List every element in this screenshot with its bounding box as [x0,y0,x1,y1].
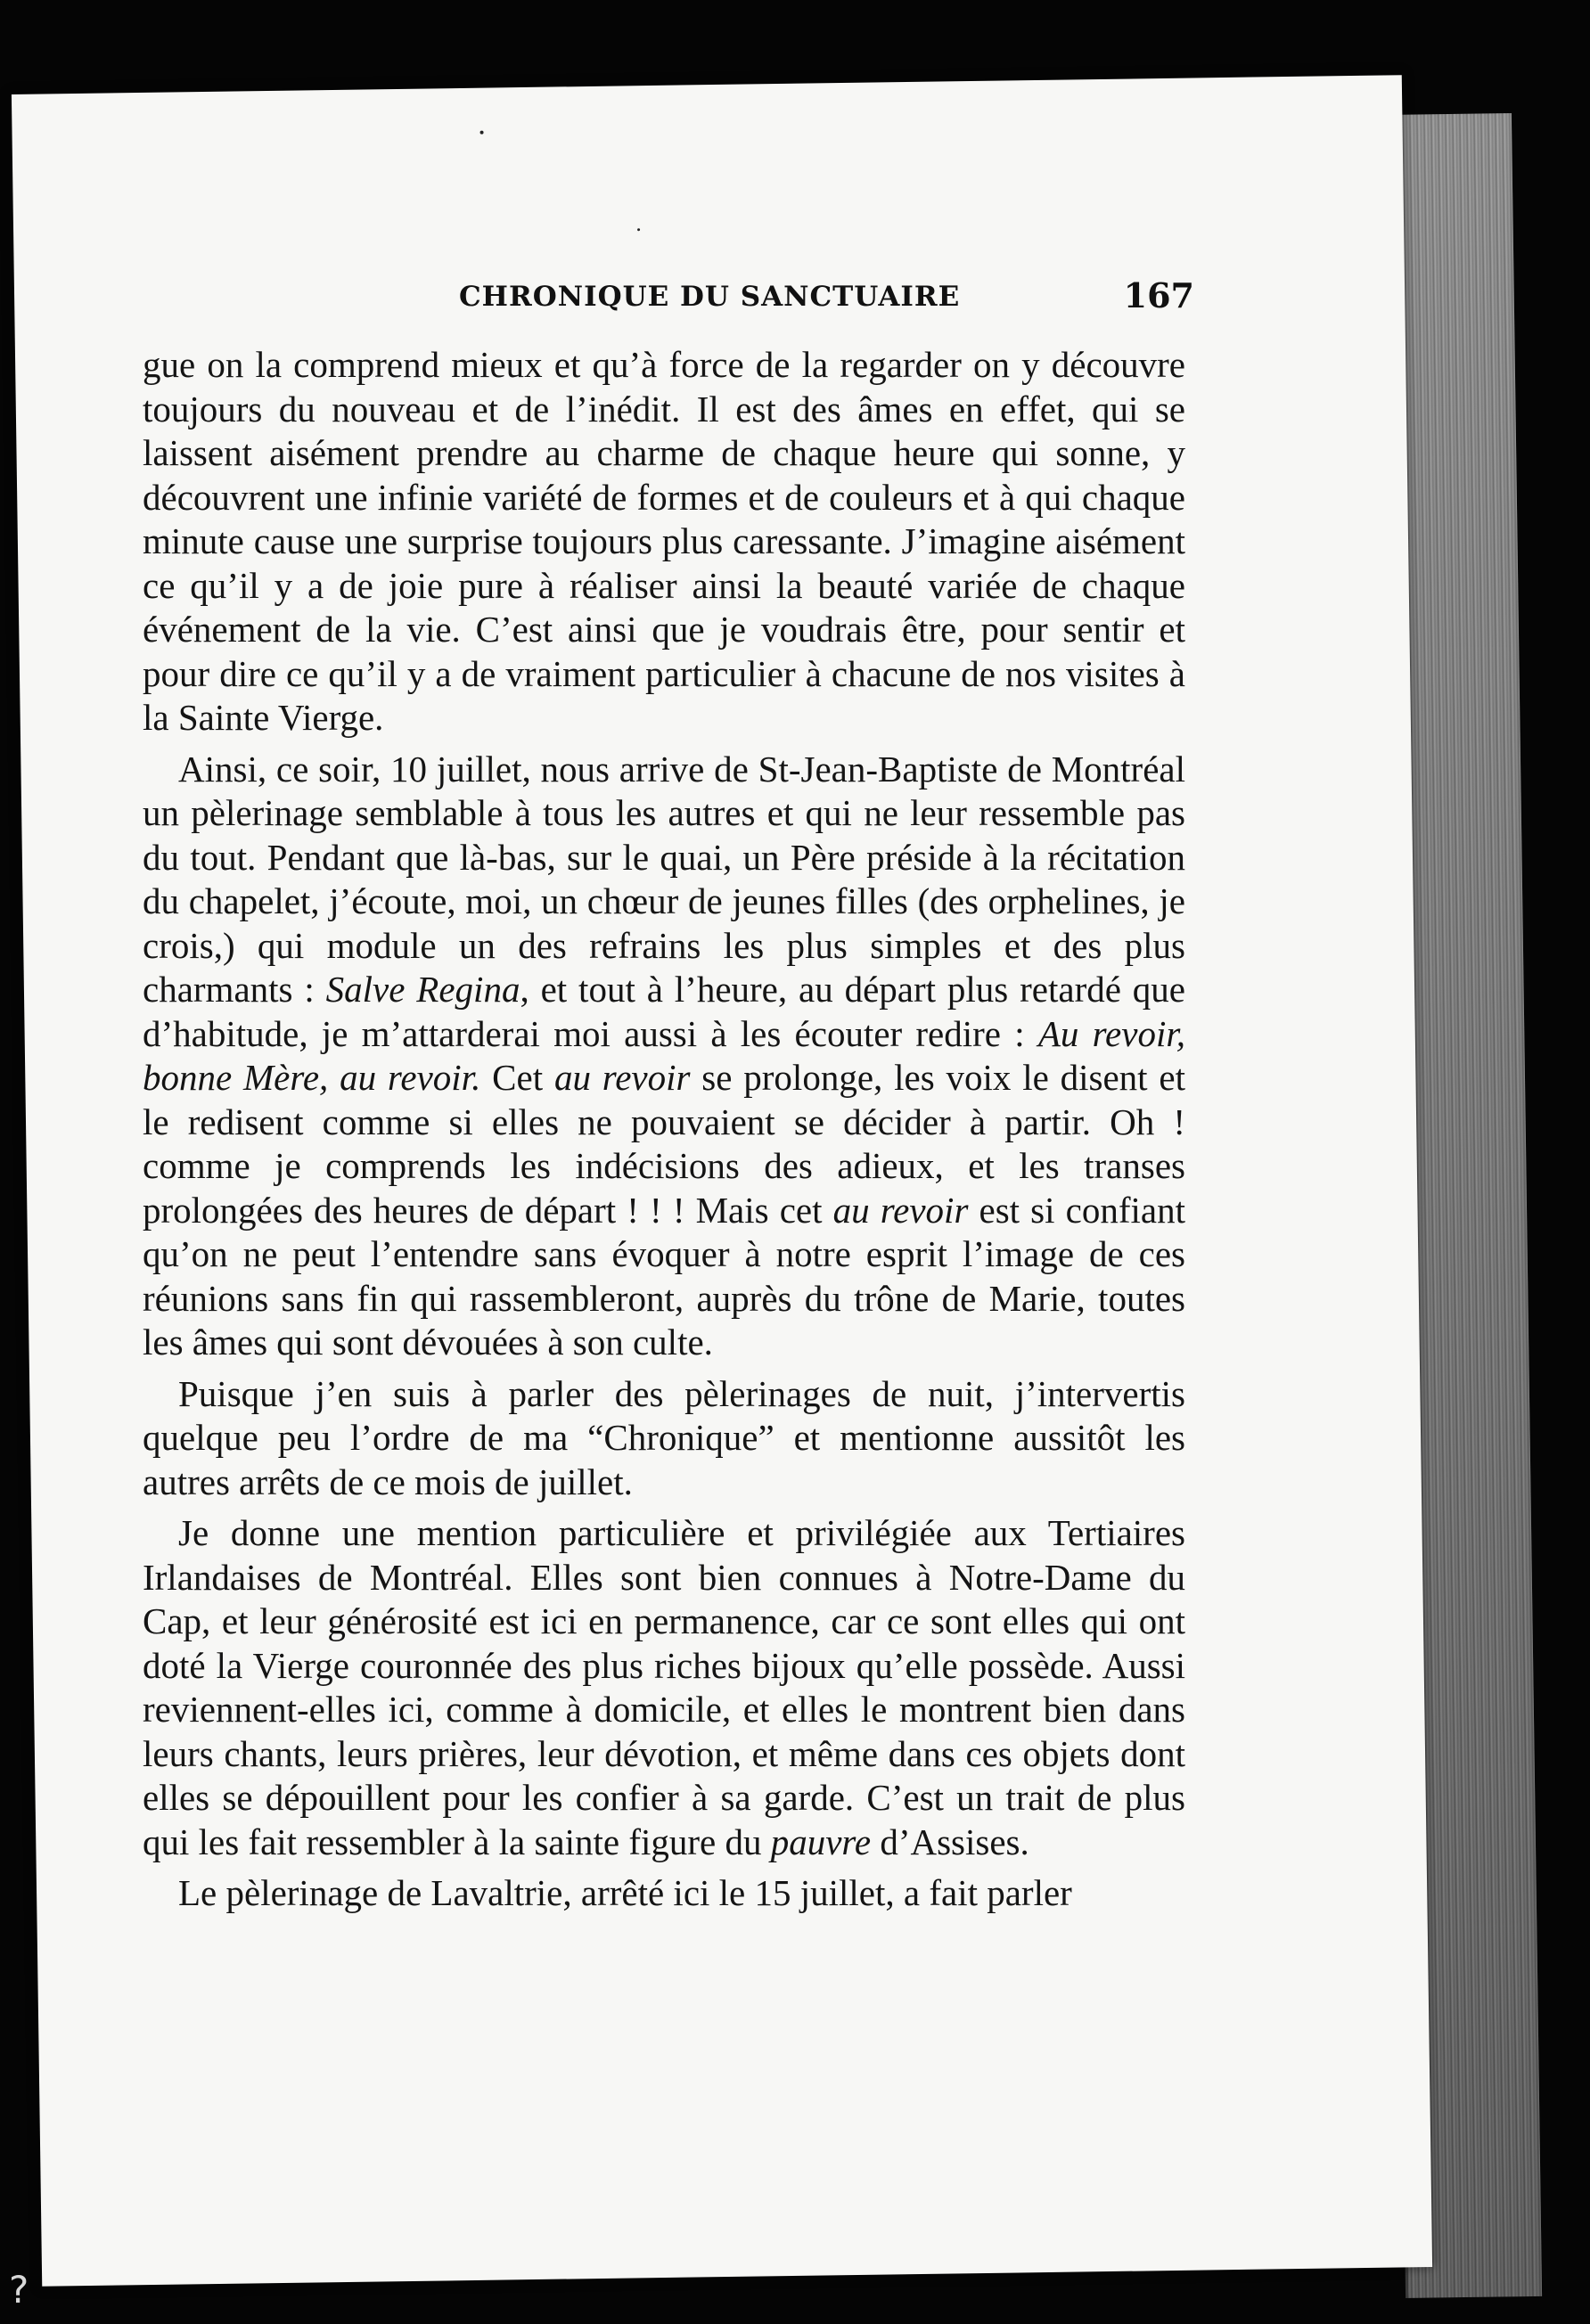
text-run: Je donne une mention particulière et privilégiée aux Tertiaires Irlandaises de Montréal. Elles sont bien connues à Notre-Dame du Cap, et leur générosité est ici en permanence, car ce sont elles qui ont doté la Vierge couronnée des plus riches bijoux qu’elle possède. Aussi reviennent-elles ici, comme à domicile, et elles le montrent bien dans leurs chants, leurs prières, leur dévotion, et même dans ces objets dont elles se dépouillent pour les confier à sa garde. C’est un trait de plus qui les fait ressembler à la sainte figure du [143,1512,1185,1862]
page-number: 167 [1123,275,1194,315]
italic-text: Au revoir, bonne Mère, au revoir. [143,1012,1185,1098]
paragraph [143,1871,1185,1916]
paragraph [143,343,1185,741]
text-run: d’Assises. [871,1821,1029,1862]
italic-text: pauvre [770,1821,872,1862]
text-run: se prolonge, les voix le disent et le redisent comme si elles ne pouvaient se décider à partir. Oh ! comme je comprends les indécisions des adieux, et les transes prolongées des heures de départ ! ! ! Mais cet [143,1057,1185,1231]
margin-mark: ? [9,2268,29,2312]
paragraph [143,1511,1185,1864]
text-run: , et tout à l’heure, au départ plus retardé que d’habitude, je m’attarderai moi aussi à les écouter redire : [143,969,1185,1054]
paragraph [143,748,1185,1365]
text-run: Ainsi, ce soir, 10 juillet, nous arrive de St-Jean-Baptiste de Montréal un pèlerinage semblable à tous les autres et qui ne leur ressemble pas du tout. Pendant que là-bas, sur le quai, un Père préside à la récitation du chapelet, j’écoute, moi, un chœur de jeunes filles (des orphelines, je crois,) qui module un des refrains les plus simples et des plus charmants : [143,748,1185,1010]
running-title: CHRONIQUE DU SANCTUAIRE [459,281,961,313]
ink-speck [480,131,484,135]
text-run: Le pèlerinage de Lavaltrie, arrêté ici le 15 juillet, a fait parler [178,1872,1072,1913]
text-run: Puisque j’en suis à parler des pèlerinages de nuit, j’intervertis quelque peu l’ordre de ma “Chronique” et mentionne aussitôt les autres arrêts de ce mois de juillet. [143,1372,1185,1502]
text-run: gue on la comprend mieux et qu’à force de la regarder on y découvre toujours du nouveau et de l’inédit. Il est des âmes en effet, qui se laissent aisément prendre au charme de chaque heure qui sonne, y découvrent une infinie variété de formes et de couleurs et à qui chaque minute cause une surprise toujours plus caressante. J’imagine aisément ce qu’il y a de joie pure à réaliser ainsi la beauté variée de chaque événement de la vie. C’est ainsi que je voudrais être, pour sentir et pour dire ce qu’il y a de vraiment particulier à chacune de nos visites à la Sainte Vierge. [143,344,1185,738]
italic-text: au revoir [832,1189,969,1231]
text-run: est si confiant qu’on ne peut l’entendre sans évoquer à notre esprit l’image de ces réunions sans fin qui rassembleront, auprès du trône de Marie, toutes les âmes qui sont dévouées à son culte. [143,1189,1185,1362]
body-text [143,343,1185,1916]
italic-text: Salve Regina [325,969,520,1010]
text-run: Cet [480,1057,554,1098]
ink-speck [637,228,640,231]
italic-text: au revoir [553,1057,691,1098]
running-header [152,272,1194,334]
paragraph [143,1372,1185,1505]
